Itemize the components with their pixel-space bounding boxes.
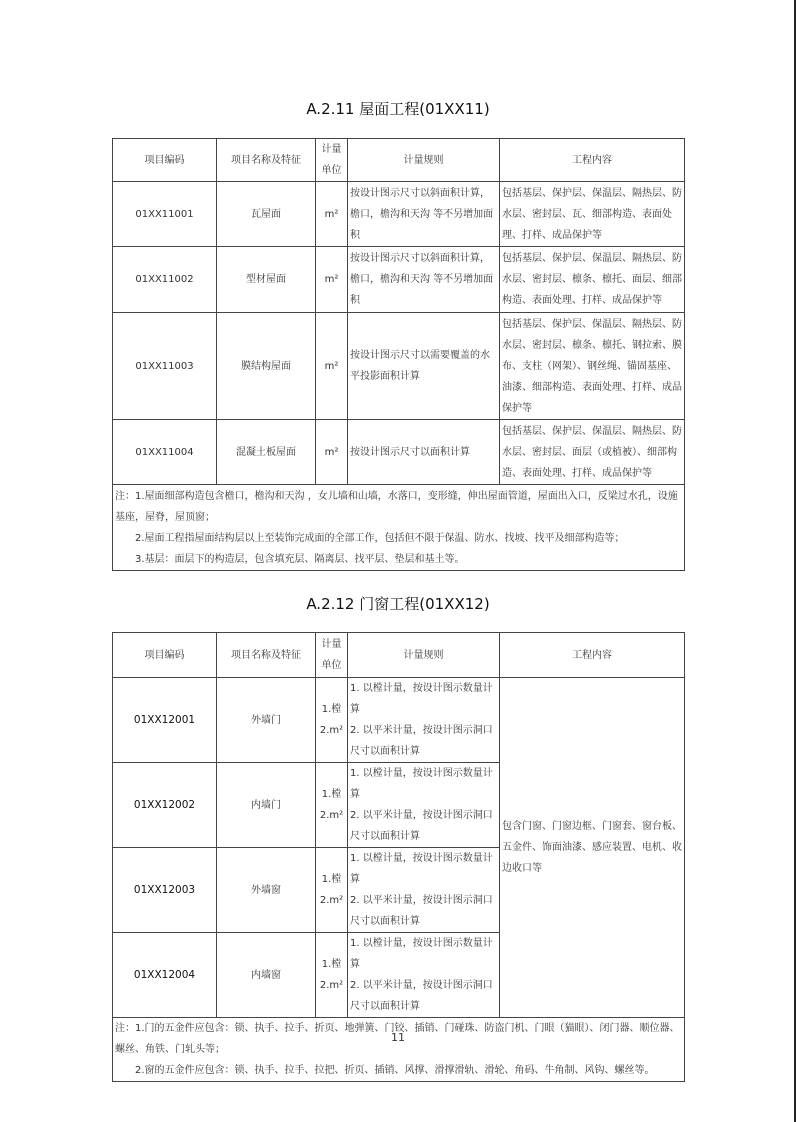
item-code: 01XX11003 bbox=[113, 313, 217, 420]
item-unit: 1.樘 2.m² bbox=[316, 678, 348, 763]
item-rule: 1. 以樘计量，按设计图示数量计算 2. 以平米计量，按设计图示洞口尺寸以面积计算 bbox=[348, 763, 500, 848]
item-rule: 按设计图示尺寸以面积计算 bbox=[348, 420, 500, 485]
item-unit: 1.樘 2.m² bbox=[316, 848, 348, 933]
header-unit: 计量 单位 bbox=[316, 139, 348, 182]
header-unit: 计量 单位 bbox=[316, 633, 348, 678]
header-content: 工程内容 bbox=[500, 139, 685, 182]
page-number: 11 bbox=[391, 1031, 405, 1044]
note-1: 注：1.门的五金件应包含：锁、执手、拉手、折页、地弹簧、门铰、插销、门碰珠、防盗门机、门眼（猫眼）、闭门器、顺位器、螺丝、角铁、门轧头等； bbox=[115, 1023, 680, 1055]
notes bbox=[113, 1018, 685, 1082]
item-unit: 1.樘 2.m² bbox=[316, 763, 348, 848]
header-content: 工程内容 bbox=[500, 633, 685, 678]
item-rule: 按设计图示尺寸以斜面积计算，檐口，檐沟和天沟 等不另增加面积 bbox=[348, 247, 500, 313]
item-unit: m² bbox=[316, 313, 348, 420]
item-unit: m² bbox=[316, 420, 348, 485]
doors-windows-table bbox=[112, 632, 685, 1082]
item-unit: 1.樘 2.m² bbox=[316, 933, 348, 1018]
notes bbox=[113, 485, 685, 571]
item-content: 包括基层、保护层、保温层、隔热层、防水层、密封层、面层（或植被）、细部构造、表面处理、打样、成品保护等 bbox=[500, 420, 685, 485]
item-name: 瓦屋面 bbox=[217, 182, 316, 247]
item-code: 01XX11001 bbox=[113, 182, 217, 247]
table-row bbox=[113, 678, 685, 763]
item-rule: 按设计图示尺寸以需要覆盖的水平投影面积计算 bbox=[348, 313, 500, 420]
item-code: 01XX12004 bbox=[113, 933, 217, 1018]
table-row bbox=[113, 313, 685, 420]
item-name: 内墙窗 bbox=[217, 933, 316, 1018]
item-unit: m² bbox=[316, 182, 348, 247]
header-name: 项目名称及特征 bbox=[217, 633, 316, 678]
table-row bbox=[113, 420, 685, 485]
item-code: 01XX12003 bbox=[113, 848, 217, 933]
item-code: 01XX12001 bbox=[113, 678, 217, 763]
item-content: 包含门窗、门窗边框、门窗套、窗台板、五金件、饰面油漆、感应装置、电机、收边收口等 bbox=[500, 678, 685, 1018]
item-unit: m² bbox=[316, 247, 348, 313]
table-row bbox=[113, 247, 685, 313]
section-title-doors-windows: A.2.12 门窗工程(01XX12) bbox=[306, 595, 490, 613]
roof-table bbox=[112, 138, 685, 571]
note-3: 3.基层：面层下的构造层，包含填充层、隔离层、找平层、垫层和基土等。 bbox=[135, 553, 465, 565]
item-content: 包括基层、保护层、保温层、隔热层、防水层、密封层、檩条、檩托、面层、细部构造、表面处理、打样、成品保护等 bbox=[500, 247, 685, 313]
item-code: 01XX12002 bbox=[113, 763, 217, 848]
item-rule: 1. 以樘计量，按设计图示数量计算 2. 以平米计量，按设计图示洞口尺寸以面积计算 bbox=[348, 678, 500, 763]
note-2: 2.窗的五金件应包含：锁、执手、拉手、拉把、折页、插销、风撑、滑撑滑轨、滑轮、角码、牛角制、风钩、螺丝等。 bbox=[135, 1065, 655, 1076]
item-content: 包括基层、保护层、保温层、隔热层、防水层、密封层、檩条、檩托、钢拉索、膜布、支柱（网架）、钢丝绳、锚固基座、油漆、细部构造、表面处理、打样、成品保护等 bbox=[500, 313, 685, 420]
item-rule: 1. 以樘计量，按设计图示数量计算 2. 以平米计量，按设计图示洞口尺寸以面积计算 bbox=[348, 933, 500, 1018]
table-header-row bbox=[113, 139, 685, 182]
section-title-roof: A.2.11 屋面工程(01XX11) bbox=[306, 100, 490, 118]
item-code: 01XX11004 bbox=[113, 420, 217, 485]
header-code: 项目编码 bbox=[113, 633, 217, 678]
note-2: 2.屋面工程指屋面结构层以上至装饰完成面的全部工作，包括但不限于保温、防水、找坡、找平及细部构造等； bbox=[135, 532, 625, 544]
notes-row bbox=[113, 1018, 685, 1082]
item-name: 膜结构屋面 bbox=[217, 313, 316, 420]
header-name: 项目名称及特征 bbox=[217, 139, 316, 182]
table-header-row bbox=[113, 633, 685, 678]
notes-row bbox=[113, 485, 685, 571]
table-row bbox=[113, 182, 685, 247]
item-name: 外墙窗 bbox=[217, 848, 316, 933]
item-name: 内墙门 bbox=[217, 763, 316, 848]
item-code: 01XX11002 bbox=[113, 247, 217, 313]
header-code: 项目编码 bbox=[113, 139, 217, 182]
item-name: 外墙门 bbox=[217, 678, 316, 763]
item-rule: 按设计图示尺寸以斜面积计算，檐口，檐沟和天沟 等不另增加面积 bbox=[348, 182, 500, 247]
header-rule: 计量规则 bbox=[348, 633, 500, 678]
item-name: 混凝土板屋面 bbox=[217, 420, 316, 485]
header-rule: 计量规则 bbox=[348, 139, 500, 182]
item-name: 型材屋面 bbox=[217, 247, 316, 313]
item-rule: 1. 以樘计量，按设计图示数量计算 2. 以平米计量，按设计图示洞口尺寸以面积计算 bbox=[348, 848, 500, 933]
item-content: 包括基层、保护层、保温层、隔热层、防水层、密封层、瓦、细部构造、表面处理、打样、成品保护等 bbox=[500, 182, 685, 247]
note-1: 注：1.屋面细部构造包含檐口，檐沟和天沟 ，女儿墙和山墙，水落口，变形缝，伸出屋面管道，屋面出入口，反梁过水孔，设施基座，屋脊，屋顶窗； bbox=[115, 490, 678, 523]
